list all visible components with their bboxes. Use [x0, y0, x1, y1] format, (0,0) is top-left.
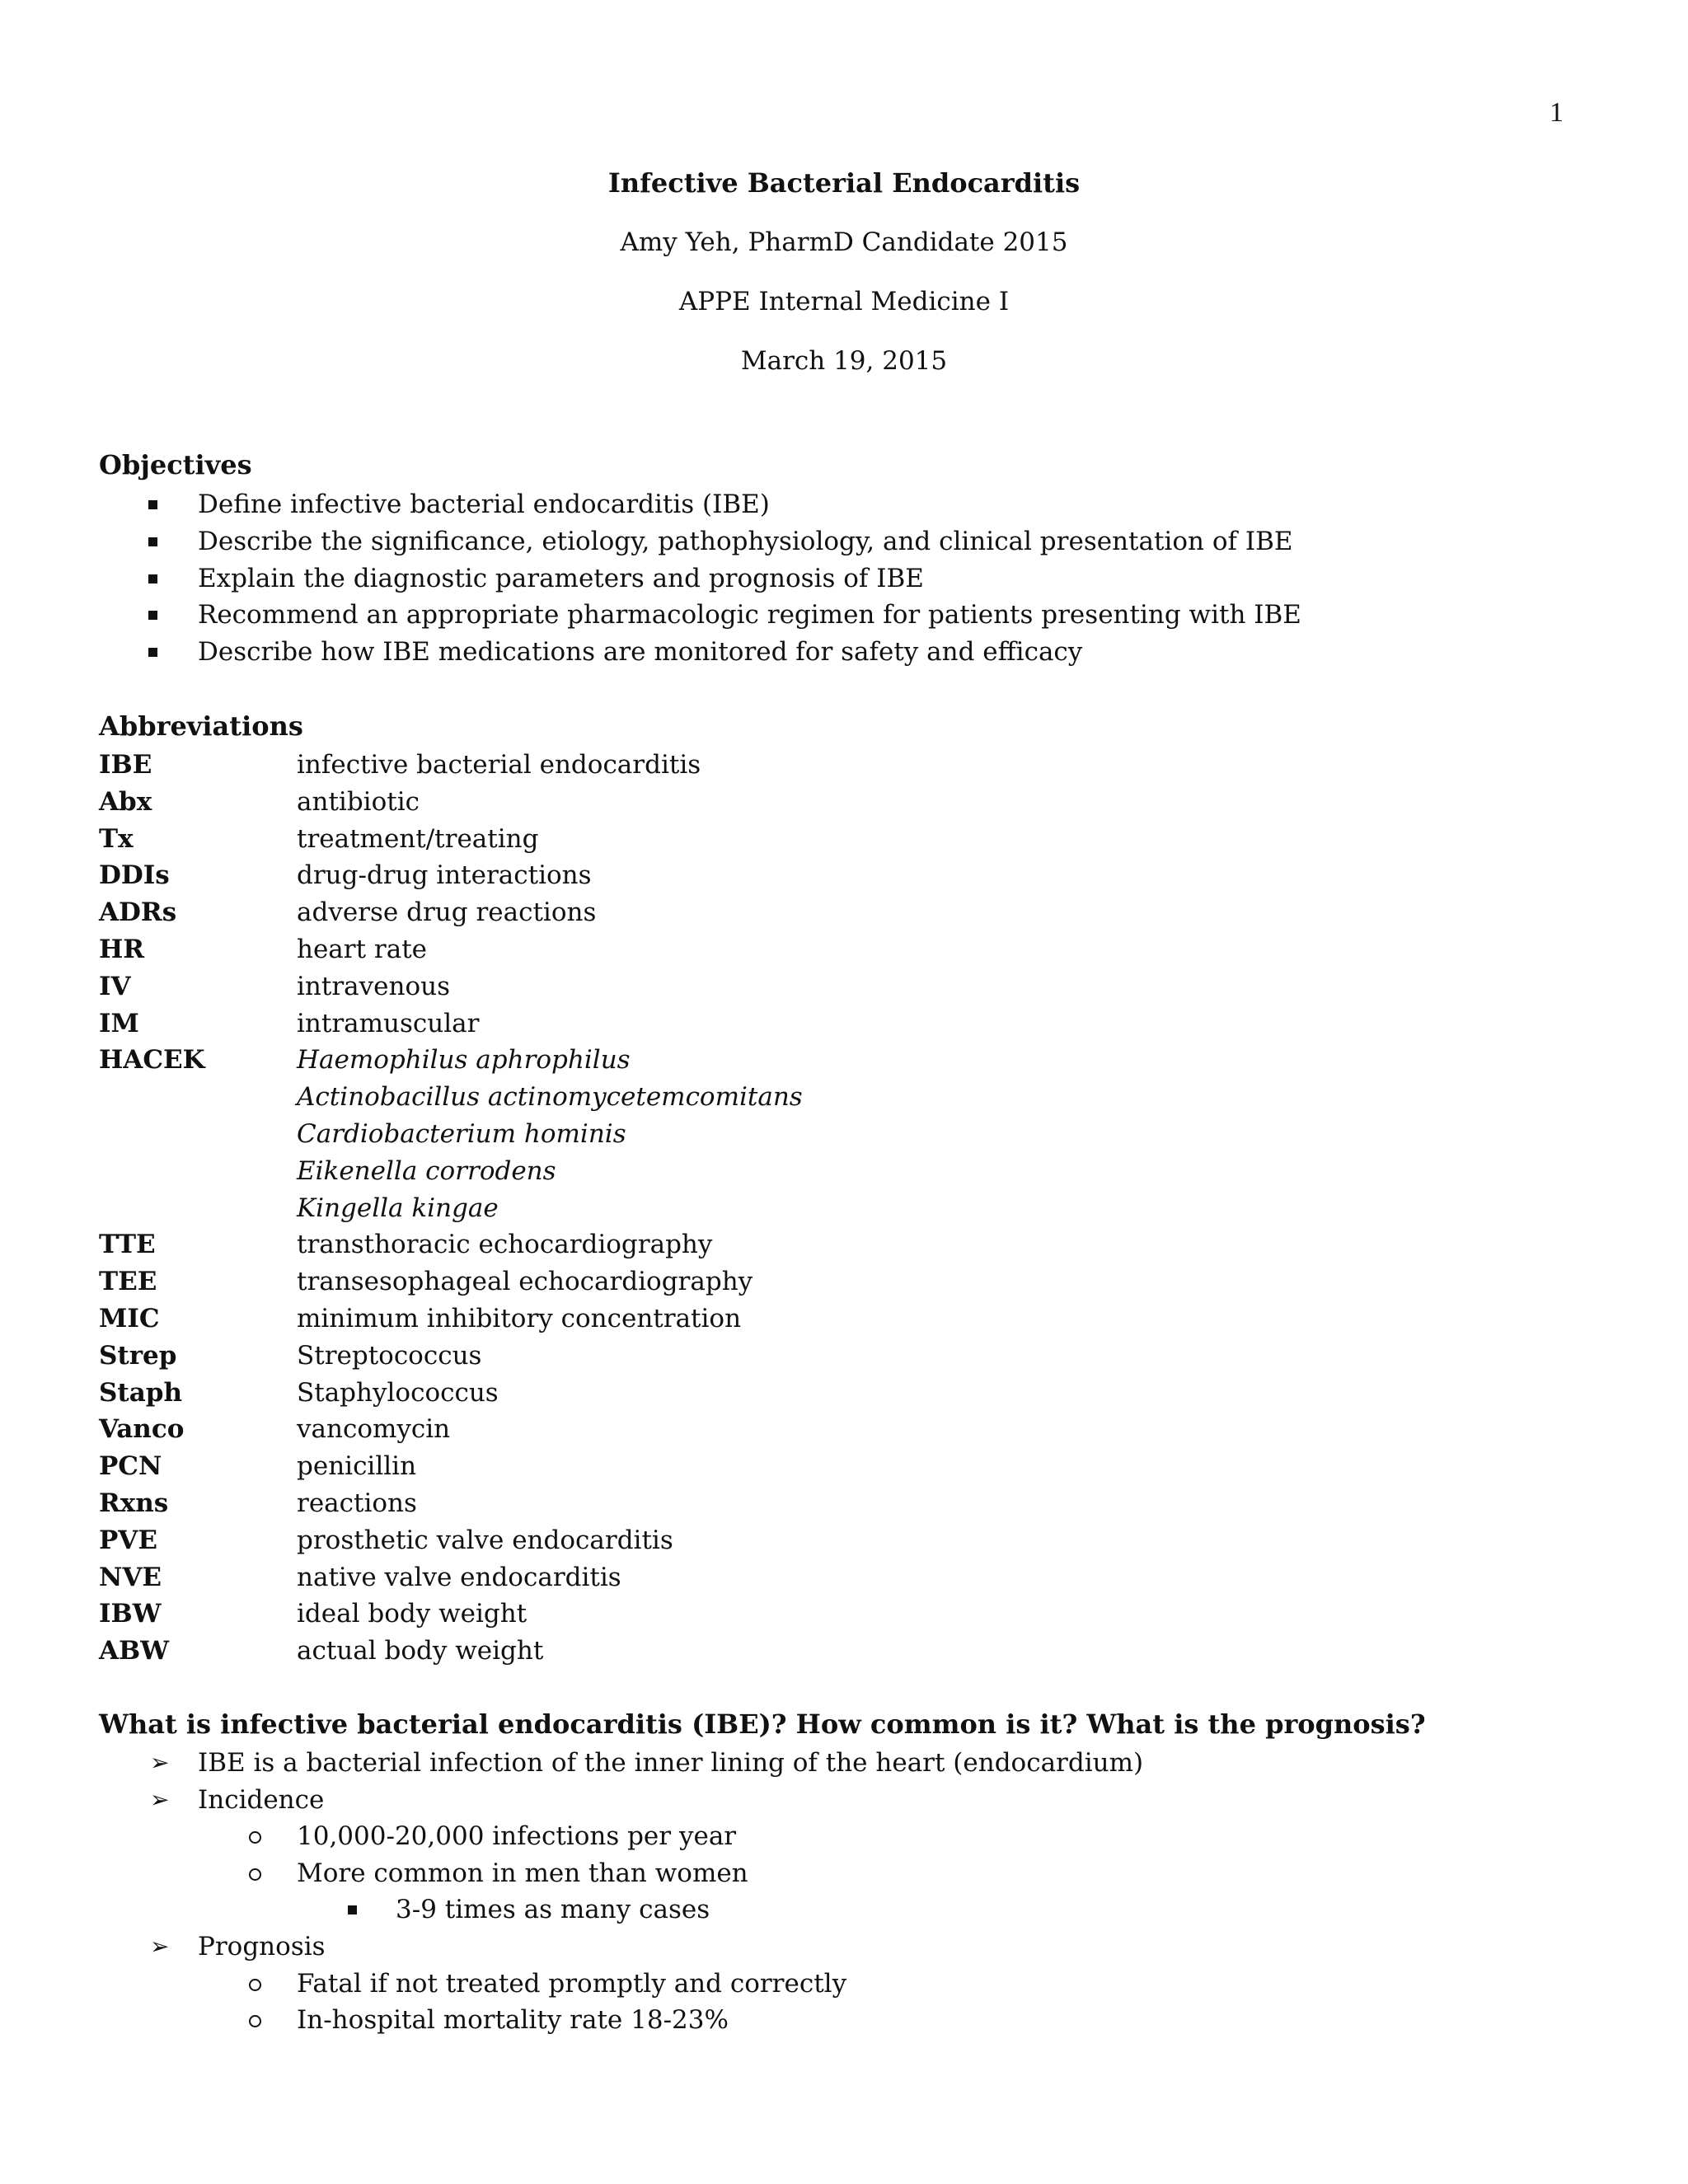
document-title: Infective Bacterial Endocarditis [607, 167, 1081, 199]
circle-bullet-icon [249, 1979, 261, 1991]
document-date: March 19, 2015 [740, 346, 948, 376]
table-row: NVE native valve endocarditis [99, 1562, 621, 1592]
table-row: Strep Streptococcus [99, 1340, 482, 1371]
circle-bullet-icon [249, 1831, 261, 1844]
table-row: HR heart rate [99, 934, 428, 964]
square-bullet-icon [148, 537, 157, 546]
table-row: Staph Staphylococcus [99, 1377, 499, 1408]
list-item: Fatal if not treated promptly and correctly [99, 1966, 1143, 2003]
table-row: Rxns reactions [99, 1488, 417, 1518]
table-row: IBE infective bacterial endocarditis [99, 750, 701, 780]
list-item: 10,000-20,000 infections per year [99, 1818, 1143, 1855]
document-author: Amy Yeh, PharmD Candidate 2015 [620, 227, 1068, 257]
square-bullet-icon [148, 611, 157, 620]
arrowhead-bullet-icon: ➢ [150, 1932, 170, 1960]
square-bullet-icon [348, 1905, 357, 1915]
question-heading: What is infective bacterial endocarditis (IBE)? How common is it? What is the prognosis? [99, 1708, 1426, 1740]
circle-bullet-icon [249, 2015, 261, 2027]
table-row: Vanco vancomycin [99, 1414, 451, 1445]
list-item: Describe how IBE medications are monitored for safety and efficacy [99, 634, 1301, 671]
table-row: Abx antibiotic [99, 786, 420, 817]
table-row: PCN penicillin [99, 1451, 417, 1482]
square-bullet-icon [148, 574, 157, 583]
document-course: APPE Internal Medicine I [678, 287, 1010, 316]
list-item: 3-9 times as many cases [99, 1891, 1143, 1929]
table-row: DDIs drug-drug interactions [99, 860, 592, 891]
table-row: PVE prosthetic valve endocarditis [99, 1525, 673, 1555]
list-item: Describe the significance, etiology, pathophysiology, and clinical presentation of IBE [99, 523, 1301, 560]
arrowhead-bullet-icon: ➢ [150, 1749, 170, 1776]
list-item: ➢ Incidence [99, 1782, 1143, 1819]
document-header [0, 165, 1688, 402]
table-row: IBW ideal body weight [99, 1599, 528, 1629]
table-row: HACEK Haemophilus aphrophilus [99, 1045, 631, 1076]
table-row: MIC minimum inhibitory concentration [99, 1303, 742, 1333]
list-item: More common in men than women [99, 1855, 1143, 1892]
abbreviations-table [99, 747, 803, 1670]
list-item: Explain the diagnostic parameters and prognosis of IBE [99, 560, 1301, 598]
list-item: ➢ Prognosis [99, 1929, 1143, 1966]
table-row: TEE transesophageal echocardiography [99, 1267, 753, 1297]
table-row: Kingella kingae [297, 1193, 499, 1223]
page-number: 1 [1550, 97, 1564, 128]
square-bullet-icon [148, 500, 157, 509]
table-row: IM intramuscular [99, 1008, 480, 1038]
table-row: IV intravenous [99, 971, 450, 1001]
table-row: Tx treatment/treating [99, 823, 539, 854]
circle-bullet-icon [249, 1868, 261, 1881]
abbreviations-heading: Abbreviations [99, 710, 303, 742]
table-row: TTE transthoracic echocardiography [99, 1230, 713, 1260]
question-outline [99, 1745, 1143, 2039]
list-item: In-hospital mortality rate 18-23% [99, 2002, 1143, 2039]
square-bullet-icon [148, 648, 157, 657]
list-item: Recommend an appropriate pharmacologic regimen for patients presenting with IBE [99, 597, 1301, 634]
table-row: ADRs adverse drug reactions [99, 898, 597, 928]
table-row: Actinobacillus actinomycetemcomitans [297, 1082, 803, 1113]
table-row: Cardiobacterium hominis [297, 1118, 626, 1149]
list-item: Define infective bacterial endocarditis (IBE) [99, 486, 1301, 523]
arrowhead-bullet-icon: ➢ [150, 1785, 170, 1813]
table-row: ABW actual body weight [99, 1636, 544, 1666]
objectives-heading: Objectives [99, 449, 252, 480]
objectives-list [99, 486, 1301, 671]
table-row: Eikenella corrodens [297, 1155, 556, 1186]
list-item: ➢ IBE is a bacterial infection of the inner lining of the heart (endocardium) [99, 1745, 1143, 1782]
